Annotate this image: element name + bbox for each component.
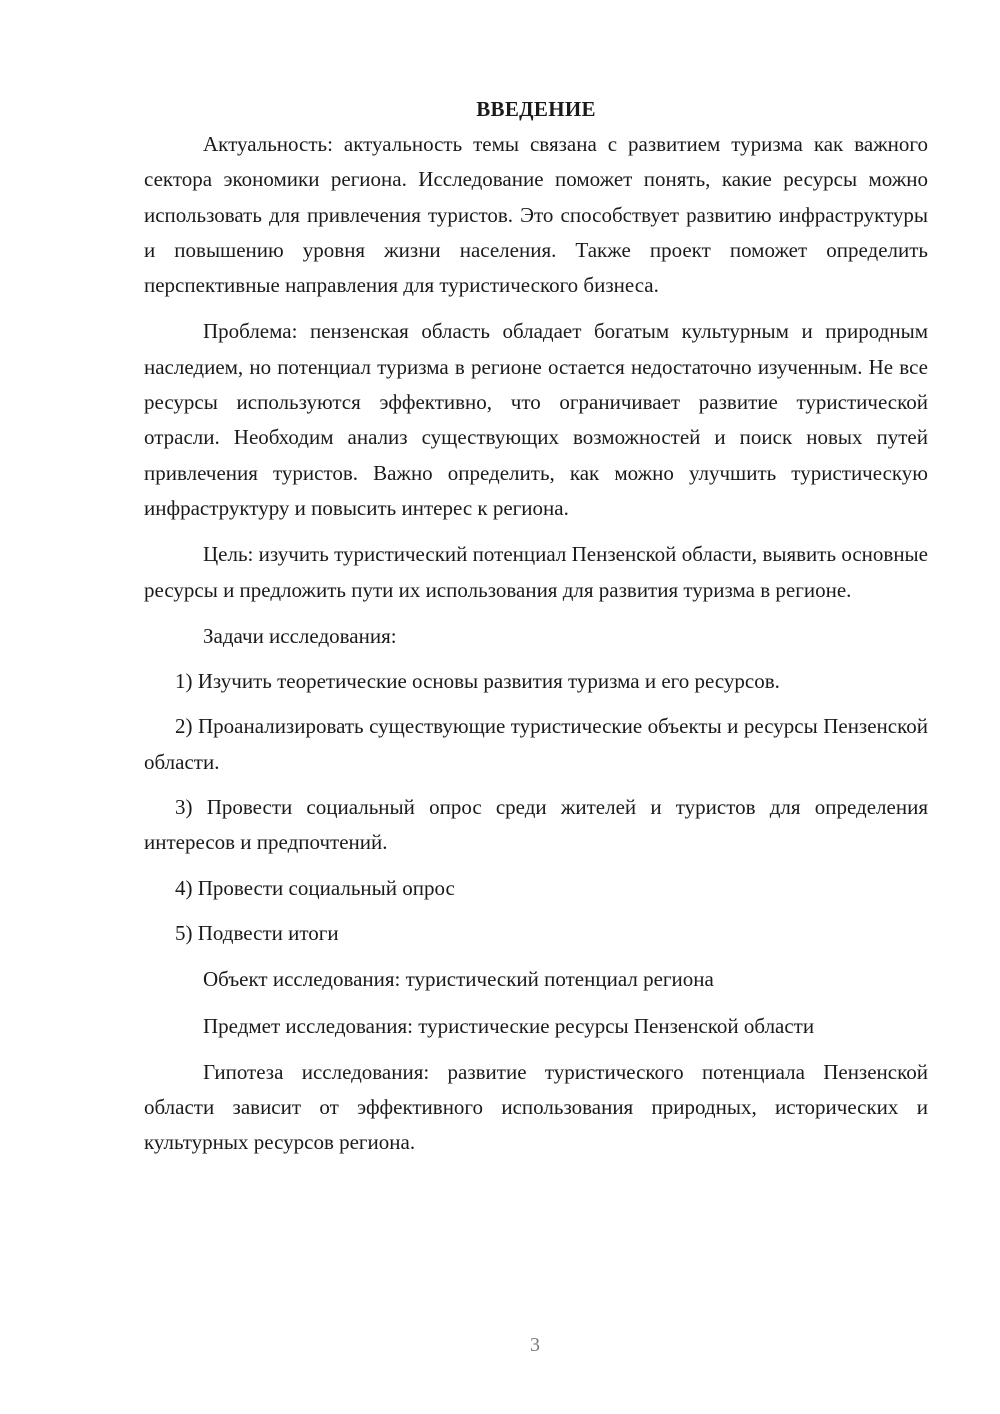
tasks-heading: Задачи исследования: [203,623,397,648]
problem-paragraph: Проблема: пензенская область обладает богатым культурным и природным наследием, но потенциал туризма в регионе остается недостаточно изученным. Не все ресурсы используются эффективно, что ограничивает развитие туристической отрасли. Необходим анализ существующих возможностей и поиск новых путей привлечения туристов. Важно определить, как можно улучшить туристическую инфраструктуру и повысить интерес к региона. [144,319,928,520]
page-content [144,92,928,1161]
task-item-5: 5) Подвести итоги [175,920,339,945]
research-object: Объект исследования: туристический потенциал региона [203,967,714,992]
research-subject: Предмет исследования: туристические ресурсы Пензенской области [203,1013,815,1038]
page-number: 3 [530,1334,540,1356]
task-item-2: 2) Проанализировать существующие туристические объекты и ресурсы Пензенской области. [144,714,928,774]
goal-paragraph: Цель: изучить туристический потенциал Пензенской области, выявить основные ресурсы и предложить пути их использования для развития туризма в регионе. [144,542,928,602]
task-item-3: 3) Провести социальный опрос среди жителей и туристов для определения интересов и предпочтений. [144,795,928,855]
task-item-1: 1) Изучить теоретические основы развития туризма и его ресурсов. [175,669,780,694]
relevance-paragraph: Актуальность: актуальность темы связана с развитием туризма как важного сектора экономики региона. Исследование поможет понять, какие ресурсы можно использовать для привлечения туристов. Это способствует развитию инфраструктуры и повышению уровня жизни населения. Также проект поможет определить перспективные направления для туристического бизнеса. [144,132,928,298]
page-title: ВВЕДЕНИЕ [476,97,596,121]
task-item-4: 4) Провести социальный опрос [175,875,455,900]
research-hypothesis: Гипотеза исследования: развитие туристического потенциала Пензенской области зависит от эффективного использования природных, исторических и культурных ресурсов региона. [144,1059,928,1155]
